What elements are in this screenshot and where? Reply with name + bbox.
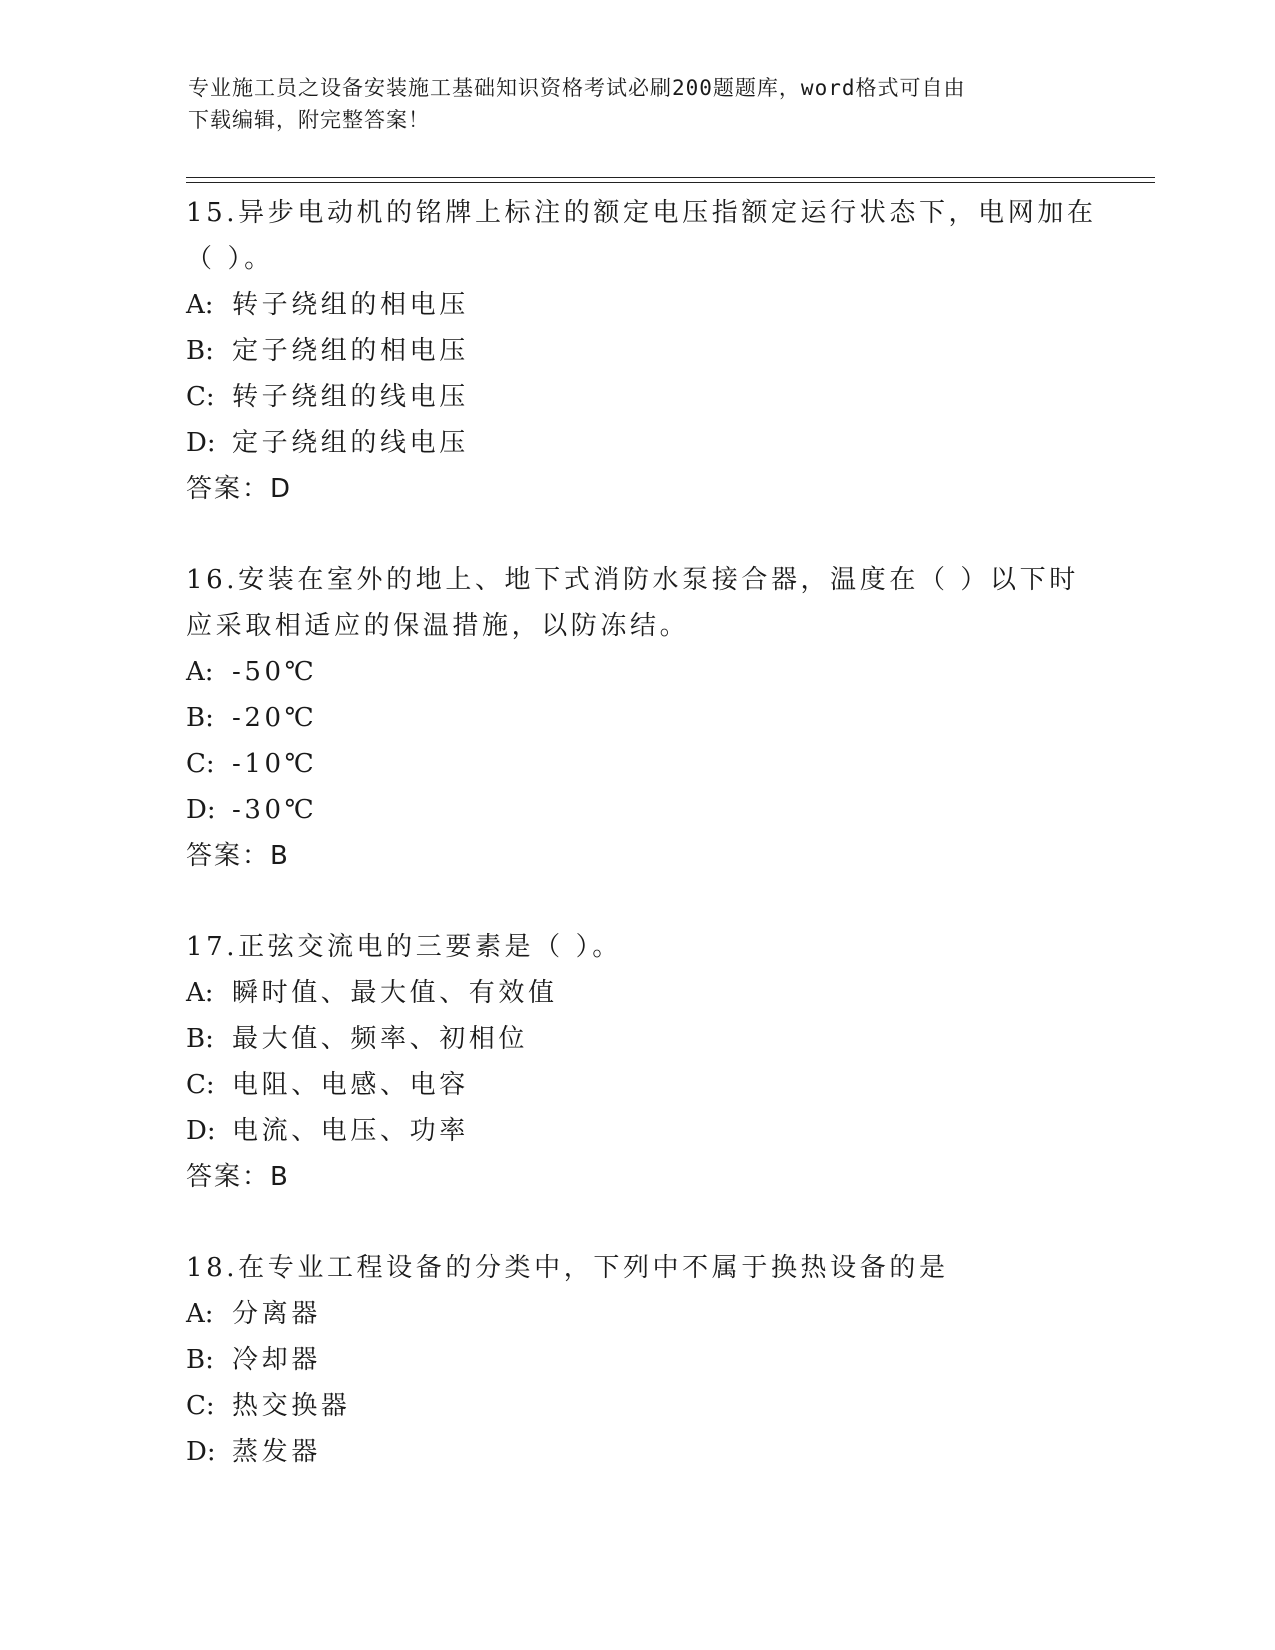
question-text (186, 557, 1146, 649)
option-letter: D: (186, 1116, 216, 1146)
header-line-1: 专业施工员之设备安装施工基础知识资格考试必刷200题题库，word格式可自由 (188, 76, 966, 100)
question-text-line: 15.异步电动机的铭牌上标注的额定电压指额定运行状态下，电网加在 (186, 198, 1097, 228)
option-b (186, 1016, 1146, 1062)
option-d (186, 787, 1146, 833)
option-a (186, 970, 1146, 1016)
option-letter: B: (186, 336, 214, 366)
option-letter: D: (186, 428, 216, 458)
option-letter: B: (186, 1024, 214, 1054)
header-divider-bottom (186, 182, 1155, 183)
option-b (186, 328, 1146, 374)
option-letter: C: (186, 749, 215, 779)
header-divider-top (186, 177, 1155, 178)
answer-line: 答案：B (186, 1162, 290, 1192)
option-text: 蒸发器 (232, 1437, 321, 1467)
option-letter: B: (186, 1345, 214, 1375)
question-list (186, 190, 1146, 1520)
question-17 (186, 924, 1146, 1200)
option-letter: D: (186, 1437, 216, 1467)
header-line-2: 下载编辑，附完整答案！ (188, 108, 430, 132)
question-text (186, 924, 1146, 970)
option-letter: A: (186, 290, 214, 320)
option-letter: A: (186, 657, 214, 687)
option-text: 热交换器 (232, 1391, 351, 1421)
option-a (186, 649, 1146, 695)
option-text: -10℃ (232, 749, 318, 779)
option-text: 转子绕组的相电压 (232, 290, 469, 320)
question-text-line: （ ）。 (186, 244, 274, 274)
question-18 (186, 1245, 1146, 1475)
option-d (186, 1429, 1146, 1475)
option-b (186, 695, 1146, 741)
option-d (186, 420, 1146, 466)
option-c (186, 1383, 1146, 1429)
option-c (186, 1062, 1146, 1108)
answer-line: 答案：D (186, 474, 293, 504)
option-letter: D: (186, 795, 216, 825)
option-text: -50℃ (232, 657, 318, 687)
option-letter: A: (186, 1299, 214, 1329)
option-a (186, 1291, 1146, 1337)
question-text-line: 17.正弦交流电的三要素是（ ）。 (186, 932, 622, 962)
option-text: 冷却器 (232, 1345, 321, 1375)
option-c (186, 741, 1146, 787)
option-text: -20℃ (232, 703, 318, 733)
option-letter: A: (186, 978, 214, 1008)
option-text: 转子绕组的线电压 (232, 382, 469, 412)
option-text: 电阻、电感、电容 (232, 1070, 469, 1100)
option-letter: C: (186, 382, 215, 412)
option-c (186, 374, 1146, 420)
option-a (186, 282, 1146, 328)
option-text: 定子绕组的相电压 (232, 336, 469, 366)
answer-line: 答案：B (186, 841, 290, 871)
question-16 (186, 557, 1146, 879)
question-text-line: 16.安装在室外的地上、地下式消防水泵接合器，温度在（ ）以下时 (186, 565, 1079, 595)
question-text-line: 18.在专业工程设备的分类中，下列中不属于换热设备的是 (186, 1253, 949, 1283)
option-d (186, 1108, 1146, 1154)
question-text-line: 应采取相适应的保温措施，以防冻结。 (186, 611, 690, 641)
option-letter: B: (186, 703, 214, 733)
option-letter: C: (186, 1070, 215, 1100)
option-text: 瞬时值、最大值、有效值 (232, 978, 558, 1008)
option-text: 定子绕组的线电压 (232, 428, 469, 458)
question-15 (186, 190, 1146, 512)
option-text: 电流、电压、功率 (232, 1116, 469, 1146)
option-text: -30℃ (232, 795, 318, 825)
option-text: 分离器 (232, 1299, 321, 1329)
option-text: 最大值、频率、初相位 (232, 1024, 529, 1054)
question-text (186, 1245, 1146, 1291)
question-text (186, 190, 1146, 282)
document-header (188, 72, 1088, 136)
option-letter: C: (186, 1391, 215, 1421)
option-b (186, 1337, 1146, 1383)
